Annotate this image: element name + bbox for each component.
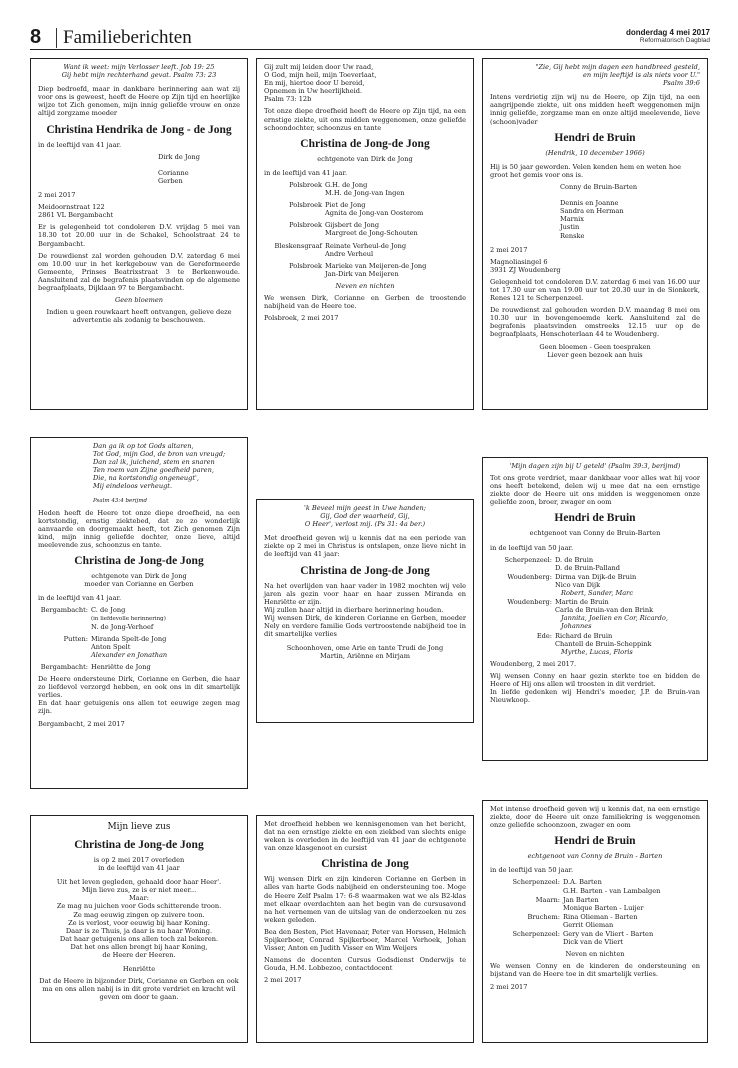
notice-christina-hendrika: [30, 58, 248, 410]
relative-row: Woudenberg: Martin de Bruin Carla de Bruin-van den Brink Jannita, Joelien en Cor, Ricardo, Johannes: [507, 598, 668, 631]
paper-name: Reformatorisch Dagblad: [639, 37, 710, 44]
deceased-name: Christina de Jong-de Jong: [300, 137, 430, 150]
notice-date: Woudenberg, 2 mei 2017.: [490, 659, 577, 668]
deceased-spouse: echtgenote van Dirk de Jong moeder van Corianne en Gerben: [84, 572, 194, 589]
deceased-age: in de leeftijd van 50 jaar.: [490, 543, 574, 552]
relative-row: Polsbroek G.H. de Jong M.H. de Jong-van Ingen: [289, 180, 405, 198]
condolence-info: Gelegenheid tot condoleren D.V. zaterdag 6 mei van 16.00 uur tot 17.30 uur en van 19.00 uur tot 20.30 uur in de Sionkerk, Renes 121 te Scherpenzeel.: [490, 277, 700, 303]
deceased-name: Hendri de Bruin: [554, 131, 636, 144]
notice-date: 2 mei 2017: [38, 191, 76, 200]
deceased-age: in de leeftijd van 50 jaar.: [490, 866, 574, 875]
notice-verse: Dan ga ik op tot Gods altaren, Tot God, mijn God, de bron van vreugd; Dan zal ik, juichend, stem en snaren Ten roem van Zijne goedheid paren, Die, na kortstondig ongeneugt', Mij eindeloos verheugt.: [93, 442, 226, 491]
notice-date: Polsbroek, 2 mei 2017: [264, 314, 339, 323]
nephews-line: Neven en nichten: [565, 950, 625, 959]
poem: Uit het leven gegleden, gehaald door haar Heer'. Mijn lieve zus, ze is er niet meer... Maar: Ze mag nu juichen voor Gods schitterende troon. Ze mag eeuwig zingen op zuivere toon. Ze is verlost, voor eeuwig bij haar Koning. Daar is ze Thuis, ja daar is nu haar Woning. Dat haar getuigenis ons allen toch zal bekeren. Dat het ons allen brengt bij haar Koning, de Heere der Heeren.: [56, 878, 222, 960]
relative-row: Bergambacht: C. de Jong (in liefdevolle herinnering) N. de Jong-Verhoef: [40, 606, 166, 631]
relative-row: Scherpenzeel: D.A. Barten G.H. Barten - van Lambalgen: [512, 878, 661, 895]
issue-date: donderdag 4 mei 2017: [625, 28, 710, 37]
closing-note: Indien u geen rouwkaart heeft ontvangen, gelieve deze advertentie als zodanig te beschouwen.: [46, 308, 232, 325]
notice-christina-polsbroek: [256, 58, 474, 410]
flowers-note: Geen bloemen: [114, 296, 164, 305]
page-masthead: [30, 28, 710, 50]
signer: Henriëtte: [122, 965, 156, 974]
deceased-name: Christina de Jong-de Jong: [300, 564, 430, 577]
notice-date: 2 mei 2017: [264, 976, 302, 985]
notice-verse: 'Mijn dagen zijn bij U geteld' (Psalm 39:3, berijmd): [509, 462, 681, 470]
notice-intro: Diep bedroefd, maar in dankbare herinnering aan wat zij voor ons is geweest, heeft de Heere op Zijn tijd en heerlijke wijze tot Zich genomen, mijn innig geliefde vrouw en onze altijd zorgzame moeder: [38, 85, 240, 118]
deceased-name: Hendri de Bruin: [554, 835, 636, 848]
relative-row: Bruchem: Rina Olieman - Barten Gerrit Olieman: [527, 912, 638, 929]
relative-row: Polsbroek Piet de Jong Agnita de Jong-van Oosterom: [289, 201, 424, 218]
family-names: Dirk de Jong Corianne Gerben: [158, 152, 200, 185]
wish-text: We wensen Conny en de kinderen de ondersteuning en bijstand van de Heere toe in dit smartelijk verlies.: [490, 962, 700, 979]
deceased-name: Christina Hendrika de Jong - de Jong: [46, 123, 232, 136]
relative-row: Polsbroek Marieke van Meijeren-de Jong Jan-Dirk van Meijeren: [289, 261, 427, 278]
wish-text: De Heere ondersteune Dirk, Corianne en Gerben, die haar zo liefdevol verzorgd hebben, en ook ons in dit smartelijk verlies. En dat haar getuigenis ons allen tot eeuwige zegen mag zijn.: [38, 675, 240, 716]
notice-christina-bergambacht: [30, 437, 248, 789]
deceased-spouse: echtgenoot van Conny de Bruin-Barten: [529, 529, 661, 538]
notice-intro: Met droefheid geven wij u kennis dat na een periode van ziekte op 2 mei in Christus is ontslapen, onze lieve nicht in de leeftijd van 41 jaar:: [264, 534, 466, 559]
notice-intro: Intens verdrietig zijn wij nu de Heere, op Zijn tijd, na een aangrijpende ziekte, uit ons midden heeft weggenomen mijn innig geliefde, zorgzame man en onze altijd meelevende, lieve (schoon)vader: [490, 93, 700, 126]
notice-date: 2 mei 2017: [490, 245, 528, 254]
notice-date: 2 mei 2017: [490, 982, 528, 991]
notice-sister-henriette: [30, 815, 248, 1043]
closing-note: Dat de Heere in bijzonder Dirk, Corianne en Gerben en ook ma en ons allen nabij is in dit grote verdriet en kracht wil geven om door te gaan.: [39, 977, 239, 1002]
relative-row: Putten: Miranda Spelt-de Jong Anton Spelt Alexander en Jonathan: [63, 634, 168, 659]
notice-intro: Met intense droefheid geven wij u kennis dat, na een ernstige ziekte, door de Heere uit onze familiekring is weggenomen onze geliefde schoonzoon, zwager en oom: [490, 805, 700, 830]
family-names: Conny de Bruin-Barten Dennis en Joanne Sandra en Herman Marnix Justin Renske: [560, 182, 638, 240]
notice-heading: Mijn lieve zus: [107, 822, 171, 832]
deceased-age: Hij is 50 jaar geworden. Velen kenden hem en weten hoe groot het gemis voor ons is.: [490, 162, 682, 179]
relative-row: Scherpenzeel: Gery van de Vliert - Barten Dick van de Vliert: [512, 930, 654, 947]
service-info: De rouwdienst zal worden gehouden D.V. zaterdag 6 mei om 10.00 uur in het kerkgebouw van de Gereformeerde Gemeente, Prinses Beatrixstraat 3 te Berkenwoude. Aansluitend zal de begrafenis plaatsvinden op de algemene begraafplaats, Dijklaan 97 te Bergambacht.: [38, 251, 240, 292]
nephews-line: Neven en nichten: [335, 281, 395, 290]
notice-intro: Met droefheid hebben we kennisgenomen van het bericht, dat na een ernstige ziekte en een ziekbed van slechts enige weken is overleden in de leeftijd van 41 jaar de echtgenote van onze klasgenoot en cursist: [264, 820, 466, 853]
notice-hendri-family: [482, 58, 708, 410]
relative-row: Bleskensgraaf Reinate Verheul-de Jong Andre Verheul: [274, 241, 407, 258]
masthead-info: [626, 28, 710, 44]
relative-row: Maarn: Jan Barten Monique Barten - Luijer: [535, 895, 644, 912]
service-info: De rouwdienst zal gehouden worden D.V. maandag 8 mei om 10.30 uur in bovengenoemde kerk. Aansluitend zal de begrafenis plaatsvinden omstreeks 12.15 uur op de begraafplaats, Henschoterlaan 44 te Woudenberg.: [490, 306, 700, 339]
closing-note: Schoonhoven, ome Arie en tante Trudi de Jong Martin, Ariënne en Mirjam: [286, 644, 444, 661]
deceased-name: Christina de Jong: [321, 858, 409, 871]
notice-hendri-woudenberg: [482, 457, 708, 761]
section-title: Familieberichten: [56, 28, 192, 48]
deceased-age: in de leeftijd van 41 jaar.: [264, 168, 348, 177]
deceased-age: in de leeftijd van 41 jaar.: [38, 140, 122, 149]
notice-christina-schoonhoven: [256, 499, 474, 723]
wish-text: We wensen Dirk, Corianne en Gerben de troostende nabijheid van de Heere toe.: [264, 293, 466, 311]
notice-verse: 'k Beveel mijn geest in Uwe handen; Gij, God der waarheid, Gij, O Heer', verlost mij. (Ps 31: 4a ber.): [304, 504, 426, 529]
verse-reference: Psalm 43:4 berijmd: [93, 497, 148, 504]
relative-row: Bergambacht: Henriëtte de Jong: [40, 662, 151, 671]
deceased-name: Christina de Jong-de Jong: [74, 839, 204, 851]
notice-class-gouda: [256, 815, 474, 1043]
notice-date: Bergambacht, 2 mei 2017: [38, 719, 125, 728]
notice-intro: Tot ons grote verdriet, maar dankbaar voor alles wat hij voor ons heeft betekend, delen wij u mee dat na een ernstige ziekte door de Heere uit ons midden is weggenomen onze geliefde zoon, broer, zwager en oom: [490, 474, 700, 507]
teachers-note: Namens de docenten Cursus Godsdienst Onderwijs te Gouda, H.M. Lobbezoo, contactdocent: [264, 956, 466, 973]
deceased-spouse: echtgenoot van Conny de Bruin - Barten: [527, 852, 663, 861]
condolence-info: Er is gelegenheid tot condoleren D.V. vrijdag 5 mei van 18.30 tot 20.00 uur in de Schakel, Schoolstraat 24 te Bergambacht.: [38, 223, 240, 248]
notice-address: Magnoliasingel 6 3931 ZJ Woudenberg: [490, 257, 561, 274]
relative-row: Scherpenzeel: D. de Bruin D. de Bruin-Palland: [504, 555, 620, 572]
deceased-name: Hendri de Bruin: [554, 512, 636, 525]
notice-intro: Heden heeft de Heere tot onze diepe droefheid, na een kortstondig, ernstig ziektebed, dat ze zo wonderlijk aanvaarde en doorgemaakt heeft, tot Zich genomen Zijn kind, mijn innig geliefde dochter, onze lieve, altijd meelevende zus, schoonzus en tante.: [38, 508, 240, 550]
notice-address: Meidoornstraat 122 2861 VL Bergambacht: [38, 203, 114, 220]
notice-verse: Gij zult mij leiden door Uw raad, O God, mijn heil, mijn Toeverlaat, En mij, hiertoe door U bereid, Opnemen in Uw heerlijkheid. Psalm 73: 12b: [264, 63, 377, 104]
relative-row: Polsbroek Gijsbert de Jong Margreet de Jong-Schouten: [289, 221, 418, 238]
deceased-name: Christina de Jong-de Jong: [74, 555, 204, 568]
notice-hendri-barten: [482, 800, 708, 1043]
death-info: is op 2 mei 2017 overleden in de leeftijd van 41 jaar: [93, 856, 185, 873]
notice-verse: "Zie, Gij hebt mijn dagen een handbreed gesteld, en mijn leeftijd is als niets voor U." Psalm 39:6: [535, 63, 700, 88]
wish-text: Wij wensen Conny en haar gezin sterkte toe en bidden de Heere of Hij ons allen wil troosten in dit verdriet. In liefde gedenken wij Hendri's moeder, J.P. de Bruin-van Nieuwkoop.: [490, 671, 700, 705]
class-names: Bea den Besten, Piet Havenaar, Peter van Horssen, Helmich Spijkerboer, Conrad Spijkerboer, Marcel Verhoek, Johan Visser, Anton en Judith Visser en Wim Weijers: [264, 927, 466, 953]
closing-note: Geen bloemen - Geen toespraken Liever geen bezoek aan huis: [539, 342, 651, 359]
notice-intro: Tot onze diepe droefheid heeft de Heere op Zijn tijd, na een ernstige ziekte, uit ons midden weggenomen, onze geliefde schoondochter, schoonzus en tante: [264, 107, 466, 132]
deceased-age: in de leeftijd van 41 jaar.: [38, 594, 122, 603]
relative-row: Ede: Richard de Bruin Chantell de Bruin-Scheppink Myrthe, Lucas, Floris: [536, 631, 652, 656]
deceased-birth: (Hendrik, 10 december 1966): [545, 148, 645, 157]
body-text: Wij wensen Dirk en zijn kinderen Corianne en Gerben in alles van harte Gods nabijheid en ondersteuning toe. Moge de Heere Zelf Psalm 17: 6-8 waarmaken wat we als B2-klas met elkaar overdachten aan het begin van de cursusavond na het vernemen van de uitslag van de onderzoeken nu zes weken geleden.: [264, 875, 466, 924]
notice-verse: Want ik weet: mijn Verlosser leeft. Job 19: 25 Gij hebt mijn rechterhand gevat. Psalm 73: 23: [61, 63, 217, 80]
relative-row: Woudenberg: Dirma van Dijk-de Bruin Nico van Dijk Robert, Sander, Marc: [507, 572, 637, 598]
body-text: Na het overlijden van haar vader in 1982 mochten wij vele jaren als gezin voor haar en haar zussen Miranda en Henriëtte er zijn. Wij zullen haar altijd in dierbare herinnering houden. Wij wensen Dirk, de kinderen Corianne en Gerben, moeder Nely en verdere familie Gods vertroostende nabijheid toe in dit smartelijke verlies: [264, 581, 466, 639]
deceased-spouse: echtgenote van Dirk de Jong: [317, 154, 413, 163]
page-number: 8: [30, 26, 42, 48]
